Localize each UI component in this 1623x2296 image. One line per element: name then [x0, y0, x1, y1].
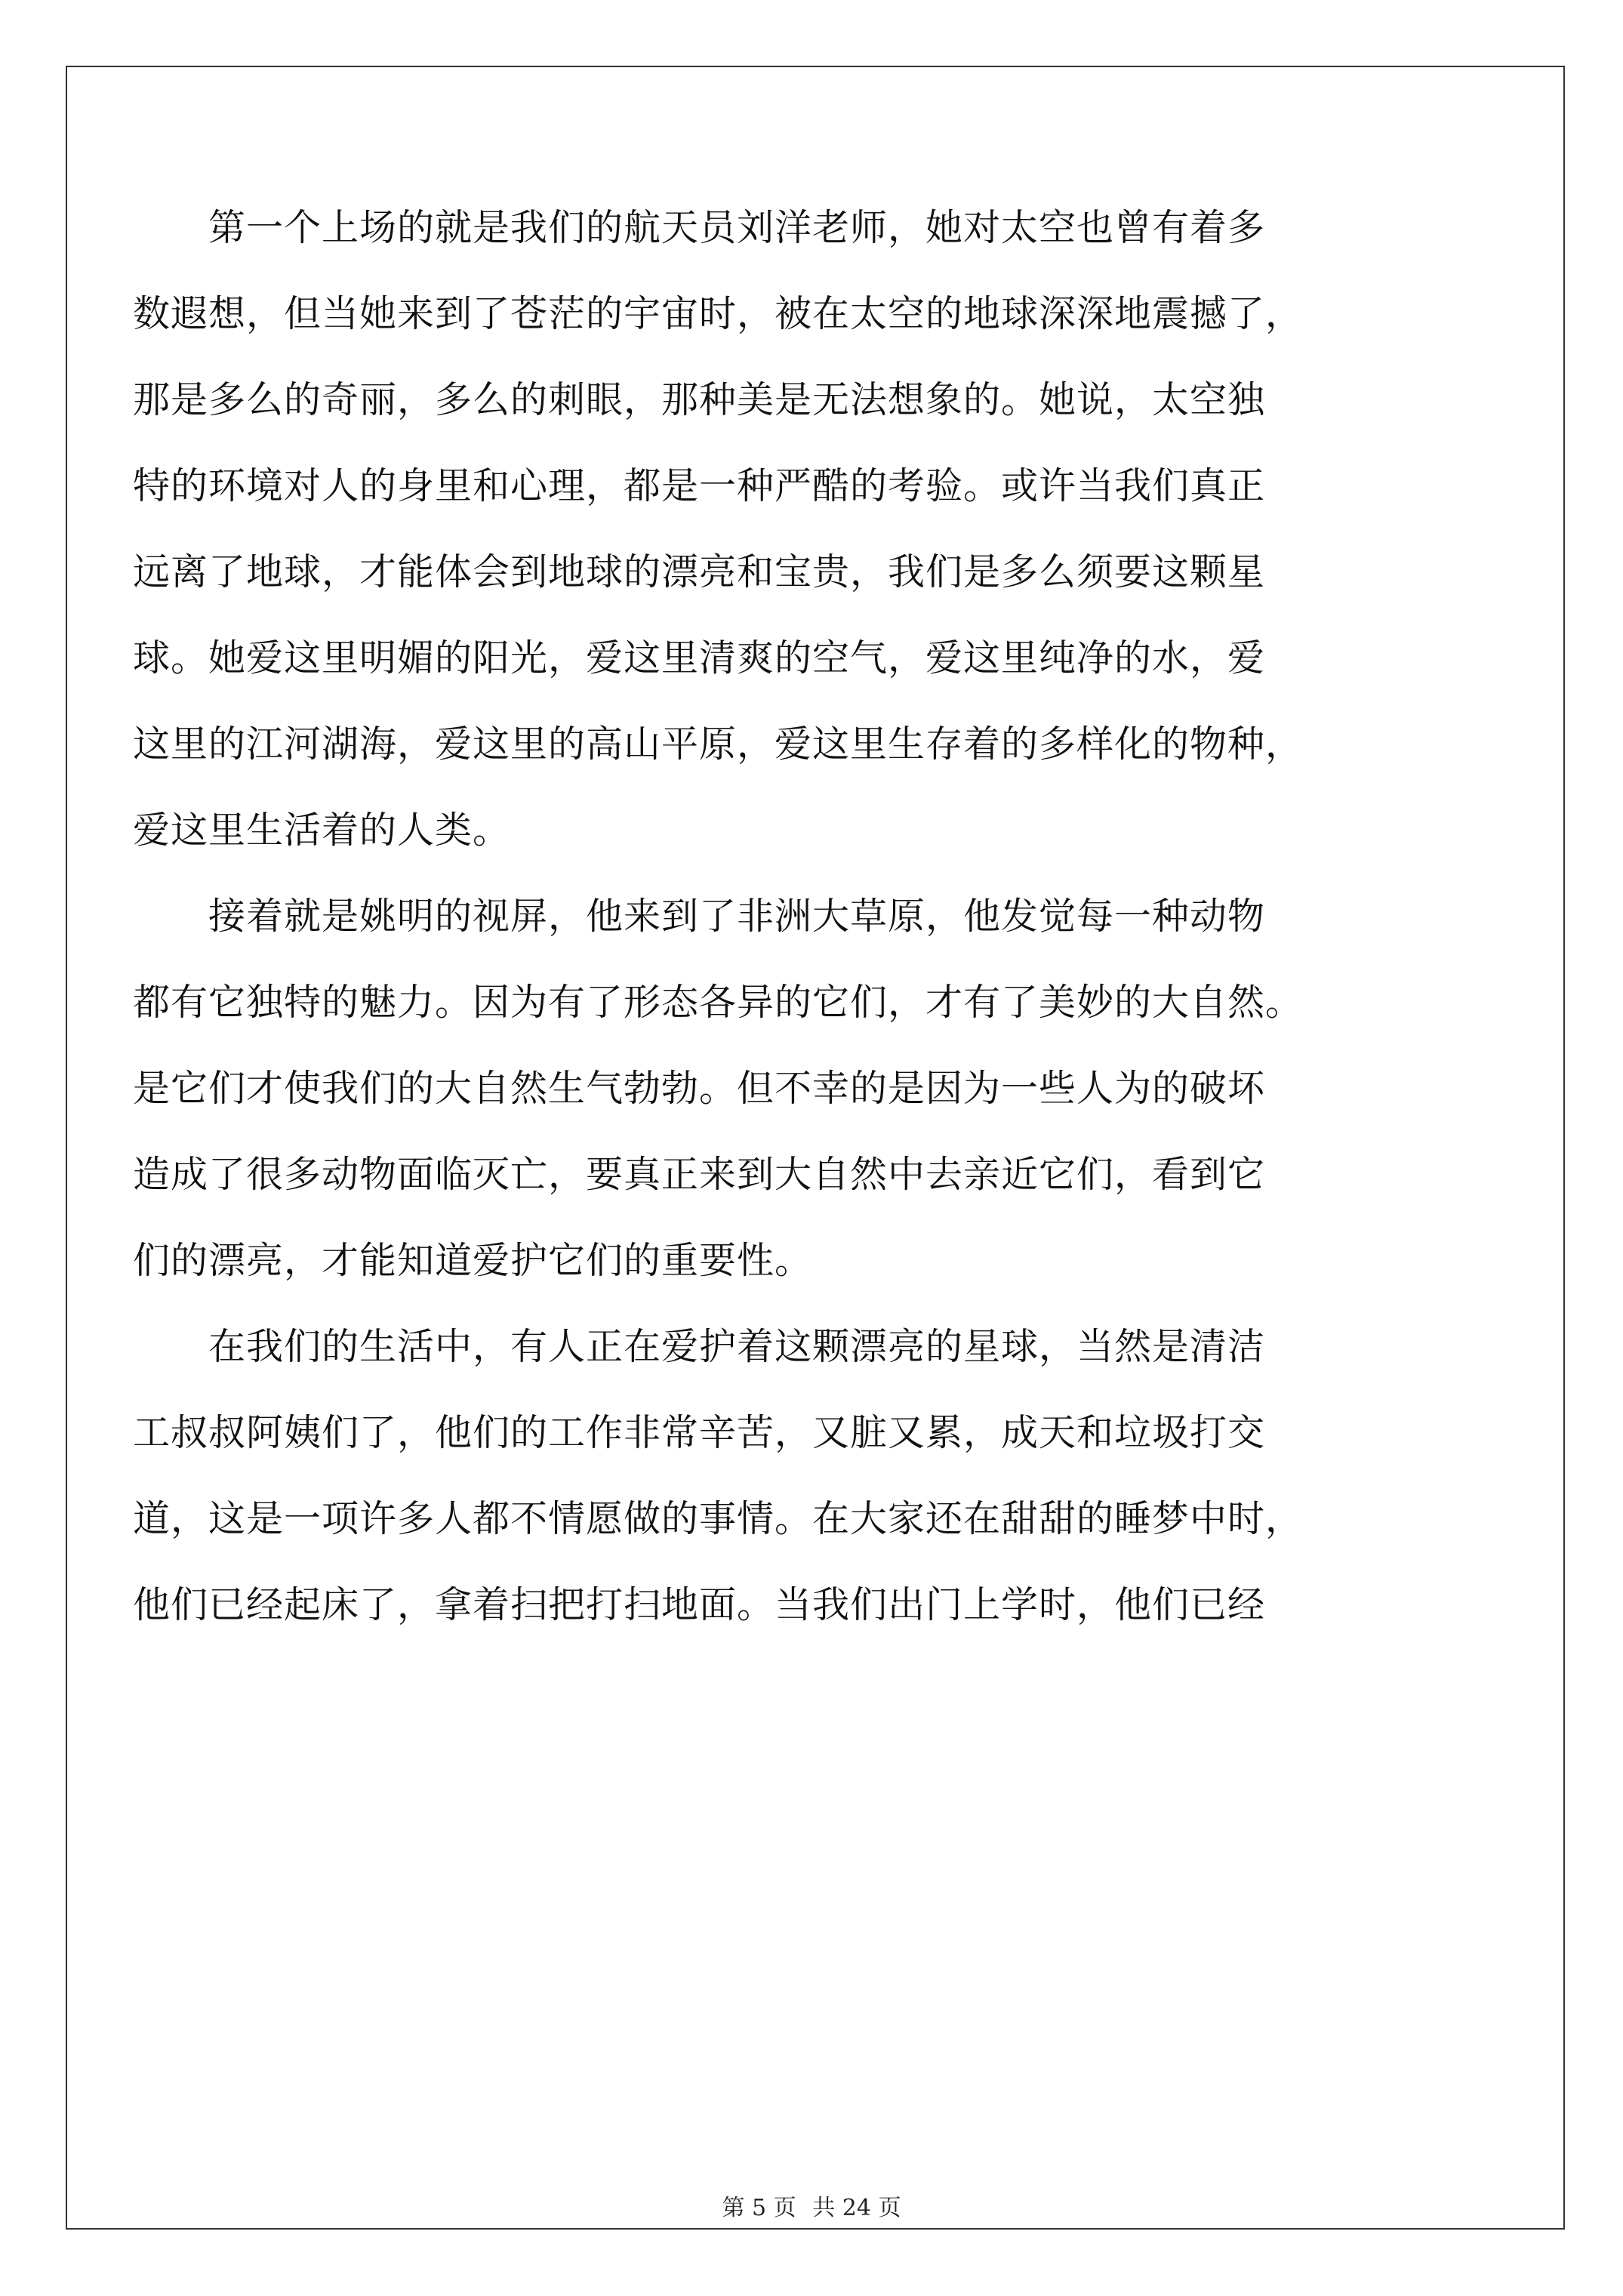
text-line: 道，这是一项许多人都不情愿做的事情。在大家还在甜甜的睡梦中时，	[133, 1497, 1304, 1540]
text-line: 这里的江河湖海，爱这里的高山平原，爱这里生存着的多样化的物种，	[133, 723, 1304, 766]
paragraph-3	[133, 1304, 1519, 1648]
text-line: 在我们的生活中，有人正在爱护着这颗漂亮的星球，当然是清洁	[208, 1325, 1266, 1368]
text-line: 那是多么的奇丽，多么的刺眼，那种美是无法想象的。她说，太空独	[133, 378, 1266, 421]
text-line: 第一个上场的就是我们的航天员刘洋老师，她对太空也曾有着多	[208, 206, 1266, 249]
text-line: 特的环境对人的身里和心理，都是一种严酷的考验。或许当我们真正	[133, 464, 1266, 507]
text-line: 爱这里生活着的人类。	[133, 809, 511, 852]
text-line: 是它们才使我们的大自然生气勃勃。但不幸的是因为一些人为的破坏	[133, 1067, 1266, 1110]
text-line: 远离了地球，才能体会到地球的漂亮和宝贵，我们是多么须要这颗星	[133, 550, 1266, 593]
paragraph-2	[133, 874, 1519, 1304]
text-line: 数遐想，但当她来到了苍茫的宇宙时，被在太空的地球深深地震撼了，	[133, 292, 1304, 335]
text-line: 接着就是姚明的视屏，他来到了非洲大草原，他发觉每一种动物	[208, 895, 1266, 938]
text-line: 球。她爱这里明媚的阳光，爱这里清爽的空气，爱这里纯净的水，爱	[133, 636, 1266, 680]
page-number: 第 5 页	[722, 2195, 796, 2221]
paragraph-1	[133, 185, 1519, 874]
page-footer	[0, 2193, 1623, 2224]
text-line: 造成了很多动物面临灭亡，要真正来到大自然中去亲近它们，看到它	[133, 1153, 1266, 1196]
document-body	[133, 185, 1519, 2027]
text-line: 都有它独特的魅力。因为有了形态各异的它们，才有了美妙的大自然。	[133, 981, 1304, 1024]
text-line: 他们已经起床了，拿着扫把打扫地面。当我们出门上学时，他们已经	[133, 1583, 1266, 1626]
page-total: 共 24 页	[812, 2195, 901, 2221]
text-line: 工叔叔阿姨们了，他们的工作非常辛苦，又脏又累，成天和垃圾打交	[133, 1411, 1266, 1454]
text-line: 们的漂亮，才能知道爱护它们的重要性。	[133, 1239, 813, 1282]
